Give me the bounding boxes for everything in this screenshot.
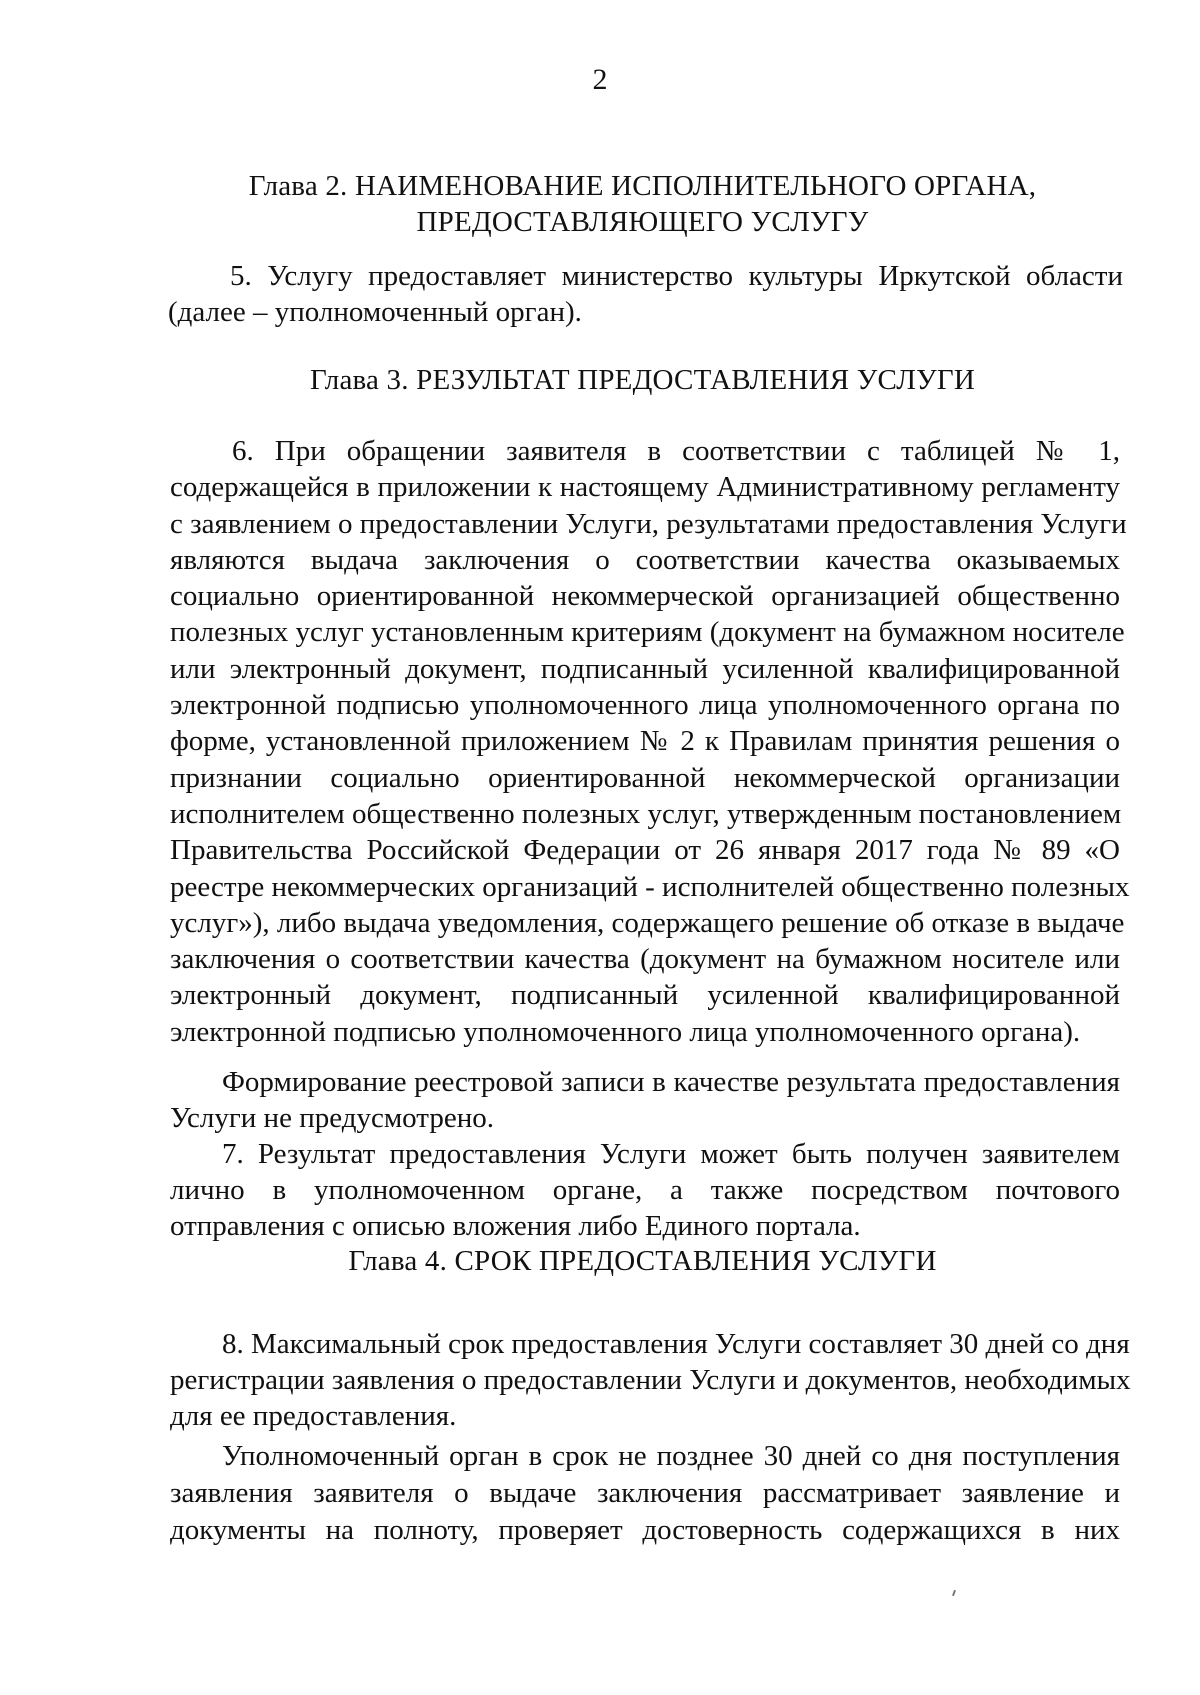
page-number: 2 — [592, 63, 608, 96]
paragraph-6-line: 6. При обращении заявителя в соответствии с таблицей № 1, — [232, 435, 1120, 467]
paragraph-6-line: или электронный документ, подписанный усиленной квалифицированной — [170, 652, 1120, 685]
paragraph-6-line: полезных услуг установленным критериям (документ на бумажном носителе — [170, 616, 1125, 649]
paragraph-6-line: признании социально ориентированной некоммерческой организации — [170, 761, 1120, 794]
paragraph-registry — [170, 1064, 1120, 1136]
chapter-2-heading-line-1: Глава 2. НАИМЕНОВАНИЕ ИСПОЛНИТЕЛЬНОГО ОРГАНА, — [248, 170, 1037, 202]
paragraph-6-line: электронной подписью уполномоченного лица уполномоченного органа по — [170, 689, 1120, 722]
paragraph-6-line: социально ориентированной некоммерческой организацией общественно — [170, 580, 1120, 613]
chapter-2-heading — [160, 168, 1125, 240]
paragraph-6-line: электронный документ, подписанный усиленной квалифицированной — [170, 979, 1120, 1012]
paragraph-authority — [170, 1438, 1120, 1549]
paragraph-6-line: исполнителем общественно полезных услуг, утвержденным постановлением — [170, 797, 1122, 830]
paragraph-6-line: являются выдача заключения о соответствии качества оказываемых — [170, 543, 1120, 576]
paragraph-6-line: Правительства Российской Федерации от 26 января 2017 года № 89 «О — [170, 834, 1120, 867]
paragraph-authority-line: заявления заявителя о выдаче заключения рассматривает заявление и — [170, 1477, 1120, 1509]
paragraph-6-line: электронной подписью уполномоченного лица уполномоченного органа). — [170, 1015, 1081, 1048]
chapter-4-heading: Глава 4. СРОК ПРЕДОСТАВЛЕНИЯ УСЛУГИ — [348, 1245, 937, 1277]
paragraph-5-line: (далее – уполномоченный орган). — [168, 296, 582, 328]
paragraph-7-line: 7. Результат предоставления Услуги может быть получен заявителем — [222, 1138, 1120, 1170]
paragraph-8 — [170, 1326, 1131, 1434]
paragraph-authority-line: документы на полноту, проверяет достоверность содержащихся в них — [170, 1514, 1120, 1546]
paragraph-6-line: форме, установленной приложением № 2 к Правилам принятия решения о — [170, 725, 1120, 758]
paragraph-5-line: 5. Услугу предоставляет министерство культуры Иркутской области — [230, 260, 1123, 292]
paragraph-authority-line: Уполномоченный орган в срок не позднее 30 дней со дня поступления — [222, 1440, 1120, 1472]
chapter-3-heading: Глава 3. РЕЗУЛЬТАТ ПРЕДОСТАВЛЕНИЯ УСЛУГИ — [310, 364, 975, 396]
paragraph-6-line: заключения о соответствии качества (документ на бумажном носителе или — [170, 943, 1120, 976]
scan-speck — [952, 1590, 956, 1596]
paragraph-8-line: 8. Максимальный срок предоставления Услуги составляет 30 дней со дня — [222, 1328, 1130, 1360]
paragraph-6-line: с заявлением о предоставлении Услуги, результатами предоставления Услуги — [170, 507, 1127, 540]
paragraph-6-line: содержащейся в приложении к настоящему Административному регламенту — [170, 471, 1120, 504]
paragraph-7-line: лично в уполномоченном органе, а также посредством почтового — [170, 1174, 1120, 1206]
paragraph-5 — [168, 258, 1123, 330]
paragraph-6 — [170, 433, 1130, 1050]
paragraph-7 — [170, 1136, 1120, 1244]
paragraph-6-line: услуг»), либо выдача уведомления, содержащего решение об отказе в выдаче — [170, 906, 1125, 939]
paragraph-8-line: для ее предоставления. — [170, 1400, 457, 1432]
chapter-2-heading-line-2: ПРЕДОСТАВЛЯЮЩЕГО УСЛУГУ — [416, 206, 869, 238]
paragraph-6-line: реестре некоммерческих организаций - исполнителей общественно полезных — [170, 870, 1130, 903]
paragraph-registry-line: Формирование реестровой записи в качестве результата предоставления — [222, 1066, 1120, 1098]
paragraph-8-line: регистрации заявления о предоставлении Услуги и документов, необходимых — [170, 1364, 1131, 1396]
paragraph-registry-line: Услуги не предусмотрено. — [170, 1102, 494, 1134]
paragraph-7-line: отправления с описью вложения либо Единого портала. — [170, 1210, 861, 1242]
